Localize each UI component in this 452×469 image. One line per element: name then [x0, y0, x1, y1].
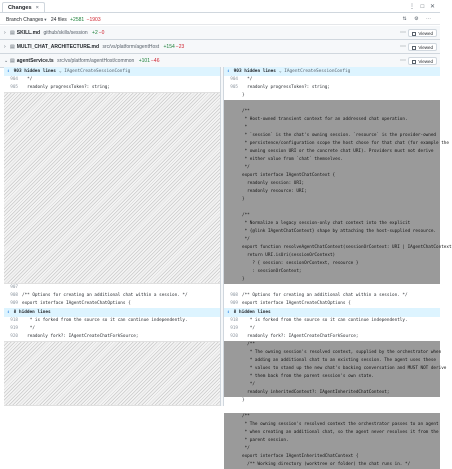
code-text: ? { session: sessionOrContext, resource }: [242, 261, 359, 266]
code-text: /**: [242, 213, 250, 218]
diff-line: [4, 284, 220, 292]
code-text: readonly session: URI;: [242, 181, 305, 186]
file-additions: +154: [163, 44, 175, 50]
diff-line: [224, 76, 440, 84]
file-row-agent-service[interactable]: [0, 54, 440, 68]
diff-line-added: [224, 461, 440, 469]
chevron-down-icon[interactable]: ⌄: [4, 58, 9, 64]
chevron-right-icon[interactable]: ›: [4, 44, 6, 50]
editor-tab-bar: [0, 0, 440, 13]
code-text: readonly fork?: IAgentCreateChatForkSource;: [22, 334, 139, 339]
hidden-lines-header[interactable]: [4, 67, 220, 76]
file-row-skill[interactable]: [0, 26, 440, 40]
diff-line: [4, 292, 220, 300]
diff-line-added: [224, 212, 440, 220]
diff-line-added: [224, 373, 440, 381]
code-text: */: [242, 237, 250, 242]
diff-original-pane[interactable]: [4, 67, 220, 406]
diff-line-added: [224, 140, 449, 148]
diff-line-added: [224, 116, 440, 124]
window-controls[interactable]: ⋮ □ ✕: [409, 4, 437, 10]
diff-line-added: [224, 172, 440, 180]
code-text: export interface IAgentInheritedChatContext {: [242, 454, 359, 459]
diff-line-added: [224, 108, 440, 116]
file-deletions: −23: [175, 44, 185, 50]
hidden-lines-header[interactable]: [4, 308, 220, 317]
diff-line: [4, 76, 220, 84]
diff-line: [224, 317, 440, 325]
diff-line-added: [224, 100, 440, 108]
expand-icon[interactable]: ⇕: [7, 69, 10, 74]
diff-line: [224, 284, 440, 292]
close-icon[interactable]: ×: [35, 5, 39, 11]
file-dir: src/vs/platform/agentHost: [102, 44, 160, 50]
diff-line: [224, 397, 440, 405]
code-text: export interface IAgentCreateChatOptions {: [22, 301, 131, 306]
code-text: * parent session.: [242, 438, 289, 443]
total-deletions: −1903: [86, 17, 101, 23]
expand-icon[interactable]: ⇕: [227, 310, 230, 315]
code-text: /**: [242, 342, 255, 347]
code-text: * is forked from the source so it can continue independently.: [242, 318, 408, 323]
code-text: */: [22, 77, 33, 82]
code-text: /** Working directory (worktree or folder) the chat runs in. */: [242, 462, 411, 467]
viewed-toggle[interactable]: Viewed: [408, 29, 437, 37]
hidden-lines-count: 903 hidden lines: [13, 69, 56, 74]
code-text: * either value from `chat` themselves.: [242, 157, 343, 162]
code-text: /** Options for creating an additional chat within a session. */: [242, 293, 408, 298]
hidden-lines-header[interactable]: [224, 308, 440, 317]
file-icon: ▤: [10, 44, 15, 50]
diff-line-added: [224, 252, 440, 260]
diff-modified-pane[interactable]: [224, 67, 452, 467]
code-text: */: [22, 326, 35, 331]
diff-line-added: [224, 381, 440, 389]
diff-alignment-filler: [4, 92, 220, 284]
code-text: * is forked from the source so it can continue independently.: [22, 318, 188, 323]
expand-icon[interactable]: ⇕: [227, 69, 230, 74]
line-number: 904: [230, 77, 238, 82]
file-deletions: −0: [98, 30, 105, 36]
diff-line: [224, 300, 440, 308]
diff-line-added: [224, 132, 440, 140]
summary-actions-icon[interactable]: ⇅ ⚙ ⋯: [402, 16, 434, 22]
side-by-side-diff: [0, 67, 452, 467]
code-text: */: [242, 165, 250, 170]
more-icon[interactable]: ⋯: [400, 30, 406, 36]
code-text: */: [242, 446, 250, 451]
line-number: 905: [10, 85, 18, 90]
line-number: 919: [230, 326, 238, 331]
diff-line-added: [224, 124, 440, 132]
line-number: 909: [230, 301, 238, 306]
code-text: readonly resource: URI;: [242, 189, 307, 194]
code-text: export interface IAgentCreateChatOptions {: [242, 301, 351, 306]
diff-line: [4, 325, 220, 333]
code-text: * `session` is the chat's owning session. `resource` is the provider-owned: [242, 133, 437, 138]
diff-line: [4, 317, 220, 325]
checkbox-icon: [412, 60, 416, 64]
tab-label: Changes: [8, 5, 32, 11]
expand-icon[interactable]: ⇕: [7, 310, 10, 315]
code-text: }: [242, 93, 245, 98]
file-count: 24 files: [50, 17, 67, 23]
diff-line-added: [224, 260, 440, 268]
code-text: readonly inheritedContext?: IAgentInheritedChatContext;: [242, 390, 390, 395]
line-number: 909: [10, 301, 18, 306]
diff-line: [4, 333, 220, 341]
diff-line-added: [224, 204, 440, 212]
code-text: * owning session URI or the concrete chat URI). Providers must not derive: [242, 149, 434, 154]
code-text: readonly progressToken?: string;: [22, 85, 110, 90]
file-additions: +2: [92, 30, 98, 36]
file-row-architecture[interactable]: [0, 40, 440, 54]
diff-alignment-filler: [4, 341, 220, 406]
file-dir: src/vs/platform/agentHost/common: [57, 58, 135, 64]
branch-changes-summary: [0, 14, 440, 25]
line-number: 918: [10, 318, 18, 323]
code-text: /**: [242, 109, 250, 114]
code-text: */: [242, 326, 255, 331]
file-deletions: −46: [151, 58, 160, 64]
code-text: *: [242, 125, 248, 130]
code-text: * when creating an additional chat, so the agent never resolves it from the: [242, 430, 439, 435]
code-text: /** Options for creating an additional chat within a session. */: [22, 293, 188, 298]
code-text: return URI.isUri(sessionOrContext): [242, 253, 336, 258]
line-number: 904: [10, 77, 18, 82]
file-path: MULTI_CHAT_ARCHITECTURE.md: [16, 44, 100, 50]
code-text: * values to stand up the new chat's backing conversation and MUST NOT derive: [242, 366, 447, 371]
code-text: export interface IAgentChatContext {: [242, 173, 336, 178]
file-path: SKILL.md: [16, 30, 41, 36]
diff-line-added: [224, 389, 440, 397]
diff-line-added: [224, 413, 440, 421]
line-number: 920: [10, 334, 18, 339]
diff-line-added: [224, 349, 440, 357]
hunk-context: ⌄ IAgentCreateSessionConfig: [278, 69, 351, 74]
code-text: * Normalize a legacy session-only chat context into the explicit: [242, 221, 411, 226]
code-text: * {@link IAgentChatContext} shape by attaching the host-supplied resource.: [242, 229, 437, 234]
diff-line-added: [224, 188, 440, 196]
file-icon: ▤: [10, 58, 15, 64]
diff-line-added: [224, 421, 440, 429]
code-text: }: [242, 398, 245, 403]
diff-line-added: [224, 453, 440, 461]
more-icon[interactable]: ⋯: [400, 44, 406, 50]
hidden-lines-header[interactable]: [224, 67, 440, 76]
code-text: * Host-owned transient context for an addressed chat operation.: [242, 117, 408, 122]
total-additions: +2581: [70, 17, 85, 23]
checkbox-icon: [412, 32, 416, 36]
hunk-context: ⌄ IAgentCreateSessionConfig: [58, 69, 131, 74]
viewed-toggle[interactable]: Viewed: [408, 43, 437, 51]
hidden-lines-count: 8 hidden lines: [13, 310, 51, 315]
code-text: * The owning session's resolved context, supplied by the orchestrator when: [242, 350, 442, 355]
code-text: readonly progressToken?: string;: [242, 85, 330, 90]
diff-line-added: [224, 365, 447, 373]
more-icon[interactable]: ⋯: [400, 58, 406, 64]
line-number: 919: [10, 326, 18, 331]
code-text: : sessionOrContext;: [242, 269, 302, 274]
diff-line: [224, 92, 440, 100]
file-dir: github/skills/session: [43, 30, 88, 36]
diff-line-added: [224, 357, 440, 365]
diff-line-added: [224, 341, 440, 349]
chevron-right-icon[interactable]: ›: [4, 30, 6, 36]
file-additions: +101: [138, 58, 150, 64]
diff-line: [224, 292, 440, 300]
chevron-down-icon[interactable]: ▾: [44, 17, 47, 22]
code-text: }: [242, 277, 245, 282]
diff-line-added: [224, 276, 440, 284]
diff-line-added: [224, 429, 440, 437]
checkbox-icon: [412, 46, 416, 50]
diff-line-added: [224, 180, 440, 188]
diff-line: [4, 300, 220, 308]
diff-line: [4, 84, 220, 92]
diff-line-added: [224, 437, 440, 445]
diff-line-added: [224, 164, 440, 172]
line-number: 908: [230, 293, 238, 298]
diff-line: [224, 333, 440, 341]
viewed-toggle[interactable]: Viewed: [408, 57, 437, 65]
file-icon: ▤: [10, 30, 15, 36]
code-text: }: [242, 197, 245, 202]
summary-label: Branch Changes: [6, 17, 44, 23]
code-text: */: [242, 77, 253, 82]
diff-line-added: [224, 220, 440, 228]
diff-line: [224, 84, 440, 92]
diff-line-added: [224, 196, 440, 204]
hidden-lines-count: 8 hidden lines: [233, 310, 271, 315]
code-text: * The owning session's resolved context the orchestrator passes to an agent: [242, 422, 439, 427]
line-number: 920: [230, 334, 238, 339]
line-number: 905: [230, 85, 238, 90]
diff-line-added: [224, 156, 440, 164]
code-text: * persistence/configuration scope the host chose for that chat (for example the: [242, 141, 449, 146]
diff-line-added: [224, 228, 440, 236]
hidden-lines-count: 903 hidden lines: [233, 69, 276, 74]
tab-changes[interactable]: [2, 2, 45, 12]
diff-line-added: [224, 236, 440, 244]
diff-line-added: [224, 244, 452, 252]
code-text: /**: [242, 414, 250, 419]
code-text: * adding an additional chat to an existing session. The agent uses these: [242, 358, 437, 363]
code-text: */: [242, 382, 255, 387]
line-number: 918: [230, 318, 238, 323]
code-text: * them back from the parent session's own state.: [242, 374, 374, 379]
file-path: agentService.ts: [16, 58, 54, 64]
diff-line-added: [224, 268, 440, 276]
code-text: export function resolveAgentChatContext(sessionOrContext: URI | IAgentChatContext: [242, 245, 452, 250]
diff-line-added: [224, 148, 440, 156]
code-text: readonly fork?: IAgentCreateChatForkSource;: [242, 334, 359, 339]
line-number: 907: [10, 285, 18, 290]
line-number: 908: [10, 293, 18, 298]
diff-line: [224, 325, 440, 333]
diff-line: [224, 405, 440, 413]
diff-line-added: [224, 445, 440, 453]
